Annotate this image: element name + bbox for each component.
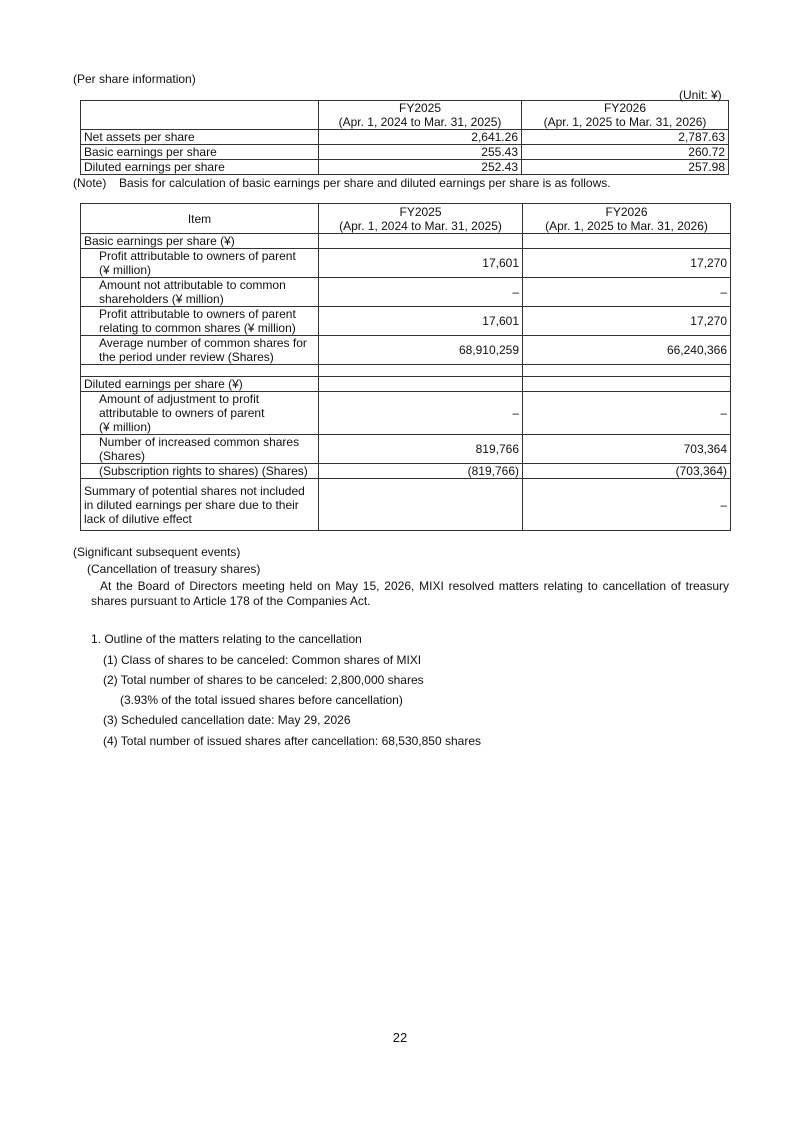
table-row [81,479,731,531]
empty-cell [523,377,731,392]
header-fy2026-label: FY2026 [605,204,648,219]
header-fy2025 [319,204,523,234]
spacer-row [81,365,731,377]
empty-cell [319,377,523,392]
row-value-fy2025: 2,641.26 [319,130,522,145]
row-value-fy2025 [319,479,523,531]
table-row [81,307,731,336]
row-label-line: Average number of common shares for [99,336,307,350]
outline-heading: 1. Outline of the matters relating to the cancellation [91,632,362,646]
row-label-line: relating to common shares (¥ million) [99,321,296,335]
row-label-line: (Shares) [99,449,146,463]
row-value-fy2026: 17,270 [523,307,731,336]
row-value-fy2026: – [523,392,731,435]
outline-item-note: (3.93% of the total issued shares before cancellation) [120,693,403,707]
header-fy2025-period: (Apr. 1, 2024 to Mar. 31, 2025) [338,115,502,129]
empty-cell [319,234,523,249]
row-label: Net assets per share [81,130,319,145]
header-fy2026-period: (Apr. 1, 2025 to Mar. 31, 2026) [543,115,707,129]
header-fy2026 [523,204,731,234]
row-label: Basic earnings per share [81,145,319,160]
row-value-fy2025: – [319,392,523,435]
row-label: Diluted earnings per share [81,160,319,175]
row-label [81,336,319,365]
header-fy2026 [522,101,729,130]
header-blank-cell [81,101,319,130]
row-label [81,307,319,336]
outline-item: (3) Scheduled cancellation date: May 29, 2026 [103,713,351,727]
row-label [81,435,319,464]
table-row [81,130,729,145]
row-label-line: Number of increased common shares [99,435,300,449]
row-label-line: lack of dilutive effect [84,511,192,526]
section-row [81,377,731,392]
table-row [81,145,729,160]
basis-table [80,203,731,531]
table-row [81,336,731,365]
row-value-fy2026: 260.72 [522,145,729,160]
page-number: 22 [392,1030,408,1045]
table-row [81,278,731,307]
row-value-fy2026: 66,240,366 [523,336,731,365]
row-label [81,479,319,531]
row-value-fy2026: (703,364) [523,464,731,479]
row-label-line: Amount of adjustment to profit [99,392,260,406]
header-item: Item [81,204,319,234]
header-fy2025-label: FY2025 [398,101,442,115]
row-value-fy2025: – [319,278,523,307]
row-value-fy2026: 703,364 [523,435,731,464]
row-label [81,278,319,307]
row-value-fy2025: 17,601 [319,249,523,278]
row-label-line: the period under review (Shares) [99,350,274,364]
row-value-fy2025: 17,601 [319,307,523,336]
row-value-fy2026: 257.98 [522,160,729,175]
events-subheading: (Cancellation of treasury shares) [87,562,261,576]
table-row [81,392,731,435]
table-header-row [81,204,731,234]
events-heading: (Significant subsequent events) [73,545,241,559]
row-value-fy2025: 819,766 [319,435,523,464]
outline-item: (2) Total number of shares to be canceled: 2,800,000 shares [103,673,424,687]
header-fy2026-period: (Apr. 1, 2025 to Mar. 31, 2026) [545,218,708,233]
basic-eps-heading: Basic earnings per share (¥) [81,234,319,249]
row-label-line: (¥ million) [99,420,152,434]
row-label-line: in diluted earnings per share due to their [84,497,299,512]
row-label-line: attributable to owners of parent [99,406,265,420]
row-label-line: Summary of potential shares not included [84,483,305,498]
row-value-fy2025: 255.43 [319,145,522,160]
empty-cell [81,365,319,377]
empty-cell [523,234,731,249]
empty-cell [319,365,523,377]
row-value-fy2025: 252.43 [319,160,522,175]
row-value-fy2026: – [523,278,731,307]
row-label [81,392,319,435]
row-label-line: Profit attributable to owners of parent [99,249,296,263]
table-header-row [81,101,729,130]
header-fy2025-period: (Apr. 1, 2024 to Mar. 31, 2025) [339,218,502,233]
row-value-fy2026: – [523,479,731,531]
per-share-heading: (Per share information) [73,72,196,86]
row-label-line: (¥ million) [99,263,152,277]
header-fy2026-label: FY2026 [603,101,647,115]
row-label-line: Profit attributable to owners of parent [99,307,296,321]
unit-label: (Unit: ¥) [679,88,722,102]
table-row [81,249,731,278]
row-value-fy2026: 17,270 [523,249,731,278]
row-value-fy2025: 68,910,259 [319,336,523,365]
note-text: Basis for calculation of basic earnings per share and diluted earnings per share is as follows. [119,176,611,190]
note-label: (Note) [73,176,107,190]
row-label-line: shareholders (¥ million) [99,292,224,306]
header-fy2025 [319,101,522,130]
row-value-fy2025: (819,766) [319,464,523,479]
table-row [81,160,729,175]
per-share-table [80,100,729,175]
outline-item: (4) Total number of issued shares after cancellation: 68,530,850 shares [103,734,481,748]
table-row [81,435,731,464]
header-fy2025-label: FY2025 [399,204,442,219]
diluted-eps-heading: Diluted earnings per share (¥) [81,377,319,392]
empty-cell [523,365,731,377]
outline-item: (1) Class of shares to be canceled: Common shares of MIXI [103,653,422,667]
table-row [81,464,731,479]
row-value-fy2026: 2,787.63 [522,130,729,145]
events-paragraph: At the Board of Directors meeting held on May 15, 2026, MIXI resolved matters relating to cancellation of treasury shares pursuant to Article 178 of the Companies Act. [91,579,729,608]
section-row [81,234,731,249]
row-label-line: Amount not attributable to common [99,278,286,292]
row-label: (Subscription rights to shares) (Shares) [81,464,319,479]
row-label [81,249,319,278]
